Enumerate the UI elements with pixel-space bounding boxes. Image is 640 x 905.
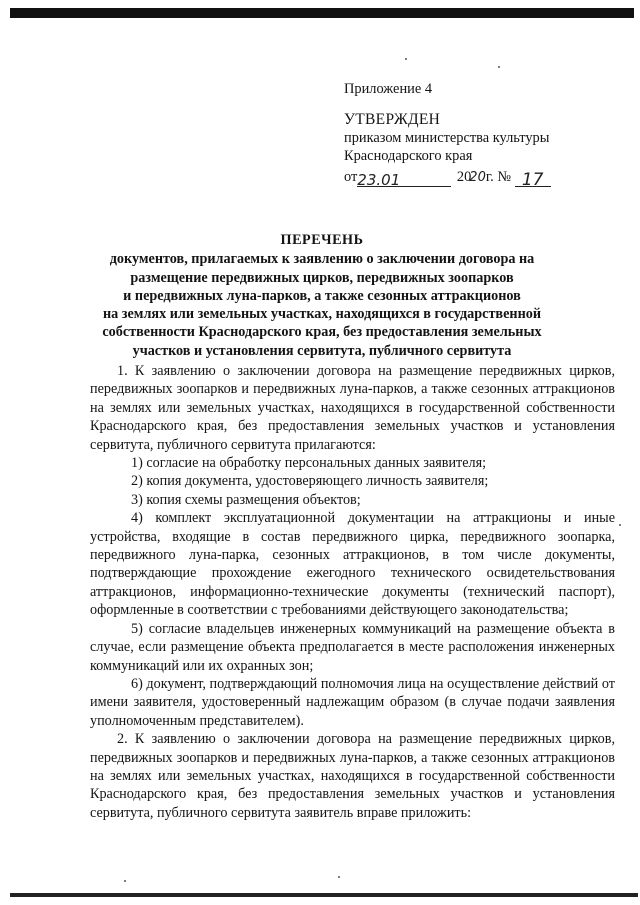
scan-speck — [405, 58, 407, 60]
handwritten-year: 20 — [469, 170, 486, 185]
appendix-number: Приложение 4 — [344, 81, 433, 97]
document-body — [90, 362, 615, 822]
scan-bottom-border — [10, 893, 638, 897]
number-underline — [515, 170, 551, 190]
scan-speck — [338, 876, 340, 878]
approval-line-1: приказом министерства культуры — [344, 130, 550, 146]
list-item: 5) согласие владельцев инженерных коммуникаций на размещение объекта в случае, если размещение объекта предполагается в месте расположения инженерных коммуникаций или их охранных зон; — [90, 620, 615, 674]
paragraph-2: 2. К заявлению о заключении договора на размещение передвижных цирков, передвижных зоопарков и передвижных луна-парков, а также сезонных аттракционов на землях или земельных участках, находящихся в государственной собственности Краснодарского края, без предоставления земельных участков и установления сервитута, публичного сервитута заявитель вправе приложить: — [90, 731, 615, 821]
list-item: 1) согласие на обработку персональных данных заявителя; — [131, 455, 487, 472]
heading-line: участков и установления сервитута, публичного сервитута — [132, 342, 512, 359]
heading-line: размещение передвижных цирков, передвижных зоопарков — [130, 269, 514, 286]
number-label: г. № — [485, 169, 512, 185]
document-heading — [100, 231, 544, 360]
scan-speck — [124, 880, 126, 882]
date-prefix: от — [344, 169, 358, 185]
heading-line: на землях или земельных участках, находящихся в государственной — [102, 306, 542, 323]
approval-date-line — [344, 168, 624, 188]
heading-line: и передвижных луна-парков, а также сезонных аттракционов — [123, 287, 521, 304]
scan-speck — [619, 524, 621, 526]
scan-top-border — [10, 8, 634, 18]
approval-block — [344, 80, 624, 188]
handwritten-date: 23.01 — [357, 171, 401, 189]
date-underline — [357, 171, 451, 187]
list-item: 4) комплект эксплуатационной документации на аттракционы и иные устройства, входящие в состав передвижного цирка, передвижного зоопарка, передвижного луна-парка, сезонных аттракционов, в том числе документы, подтверждающие прохождение ежегодного технического освидетельствования аттракционов, информационно-технические документы (технический паспорт), оформленные в соответствии с требованиями действующего законодательства; — [90, 510, 615, 619]
list-item: 3) копия схемы размещения объектов; — [131, 491, 361, 508]
heading-line: документов, прилагаемых к заявлению о заключении договора на — [109, 251, 535, 268]
year-prefix: 20 — [456, 169, 472, 185]
list-item: 6) документ, подтверждающий полномочия лица на осуществление действий от имени заявителя, удостоверенный надлежащим образом (в случае подачи заявления уполномоченным представителем). — [90, 675, 615, 729]
handwritten-number: 17 — [521, 170, 544, 190]
paragraph-1: 1. К заявлению о заключении договора на размещение передвижных цирков, передвижных зоопарков и передвижных луна-парков, а также сезонных аттракционов на землях или земельных участках, находящихся в государственной собственности Краснодарского края, без предоставления земельных участков и установления сервитута, публичного сервитута прилагаются: — [90, 363, 615, 453]
approval-title: УТВЕРЖДЕН — [344, 111, 441, 128]
list-item: 2) копия документа, удостоверяющего личность заявителя; — [131, 473, 489, 490]
heading-line: собственности Краснодарского края, без предоставления земельных — [102, 324, 542, 341]
approval-line-2: Краснодарского края — [344, 148, 473, 164]
heading-title: ПЕРЕЧЕНЬ — [280, 232, 364, 248]
scan-speck — [498, 66, 500, 68]
